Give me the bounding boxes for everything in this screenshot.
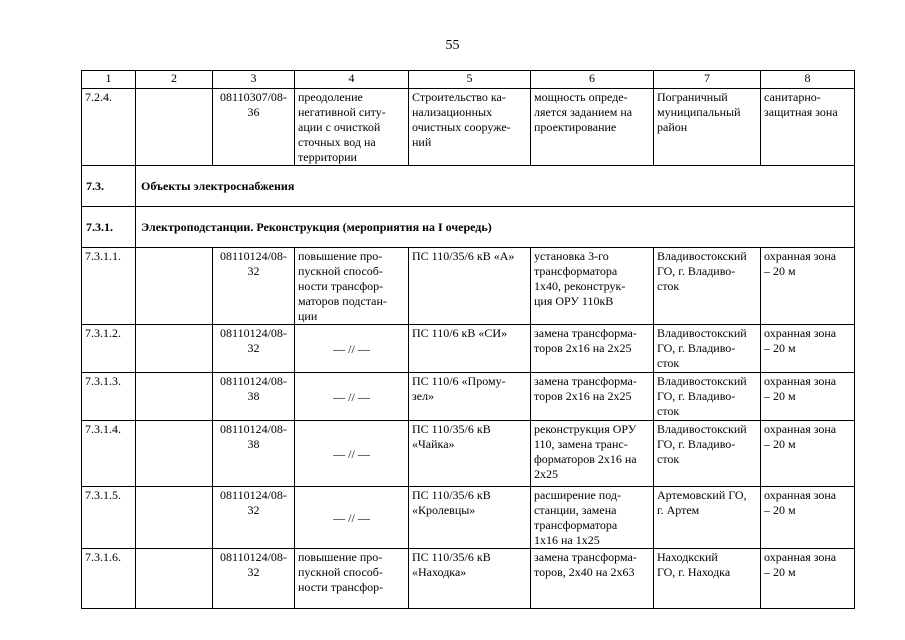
zone	[761, 325, 855, 373]
location-line: Находкский	[657, 550, 718, 564]
characteristics-line: замена трансформа-	[534, 550, 637, 564]
location-line: ГО, г. Владиво-	[657, 437, 736, 451]
object-name-line: ПС 110/35/6 кВ	[412, 422, 491, 436]
row-number: 7.3.1.6.	[82, 549, 136, 609]
characteristics-line: торов 2х16 на 2х25	[534, 341, 632, 355]
zone	[761, 487, 855, 549]
object-name-line: зел»	[412, 389, 435, 403]
object-name-line: ПС 110/35/6 кВ	[412, 550, 491, 564]
object-code-line: 08110124/08-	[220, 550, 287, 564]
purpose-line: преодоление	[298, 90, 363, 104]
table-row	[82, 89, 855, 166]
location	[654, 487, 761, 549]
characteristics-line: замена трансформа-	[534, 326, 637, 340]
purpose-ditto	[295, 421, 409, 487]
purpose-line: ции	[298, 309, 318, 323]
characteristics-line: 2х25	[534, 467, 558, 481]
object-code-line: 36	[247, 105, 260, 119]
cell-col2	[136, 248, 213, 325]
purpose-line: пускной способ-	[298, 565, 383, 579]
zone-line: – 20 м	[764, 389, 796, 403]
object-name-line: Строительство ка-	[412, 90, 506, 104]
table-row	[82, 421, 855, 487]
location-line: Владивостокский	[657, 422, 747, 436]
object-code-line: 38	[247, 389, 260, 403]
characteristics	[531, 487, 654, 549]
table-row	[82, 248, 855, 325]
ditto-mark: — // —	[333, 510, 370, 525]
row-number: 7.2.4.	[82, 89, 136, 166]
characteristics	[531, 421, 654, 487]
characteristics	[531, 325, 654, 373]
column-header: 8	[761, 71, 855, 89]
column-header: 5	[409, 71, 531, 89]
location	[654, 373, 761, 421]
characteristics	[531, 89, 654, 166]
row-number: 7.3.1.3.	[82, 373, 136, 421]
location	[654, 248, 761, 325]
location-line: сток	[657, 404, 680, 418]
column-header: 6	[531, 71, 654, 89]
purpose-line: негативной ситу-	[298, 105, 386, 119]
object-code-line: 08110307/08-	[220, 90, 287, 104]
zone-line: – 20 м	[764, 264, 796, 278]
characteristics	[531, 248, 654, 325]
cell-col2	[136, 325, 213, 373]
section-row	[82, 207, 855, 248]
object-code-line: 32	[247, 341, 260, 355]
zone-line: – 20 м	[764, 565, 796, 579]
object-name-line: очистных сооруже-	[412, 120, 511, 134]
characteristics-line: ция ОРУ 110кВ	[534, 294, 614, 308]
table-row	[82, 325, 855, 373]
zone-line: охранная зона	[764, 326, 837, 340]
cell-col2	[136, 487, 213, 549]
characteristics-line: форматоров 2х16 на	[534, 452, 637, 466]
location	[654, 89, 761, 166]
zone-line: охранная зона	[764, 550, 837, 564]
location-line: ГО, г. Владиво-	[657, 389, 736, 403]
characteristics-line: торов 2х16 на 2х25	[534, 389, 632, 403]
object-code	[213, 373, 295, 421]
location-line: Владивостокский	[657, 249, 747, 263]
object-name	[409, 373, 531, 421]
characteristics-line: торов, 2х40 на 2х63	[534, 565, 635, 579]
object-name-line: ний	[412, 135, 432, 149]
object-name	[409, 325, 531, 373]
table-body	[82, 71, 855, 609]
object-code-line: 08110124/08-	[220, 249, 287, 263]
column-header: 1	[82, 71, 136, 89]
zone	[761, 421, 855, 487]
object-code-line: 08110124/08-	[220, 422, 287, 436]
row-number: 7.3.1.4.	[82, 421, 136, 487]
purpose-line: повышение про-	[298, 550, 383, 564]
location	[654, 421, 761, 487]
purpose-line: ации с очисткой	[298, 120, 381, 134]
object-code-line: 38	[247, 437, 260, 451]
section-number: 7.3.	[82, 166, 136, 207]
section-row	[82, 166, 855, 207]
purpose-ditto	[295, 373, 409, 421]
purpose-line: ности трансфор-	[298, 580, 384, 594]
object-name-line: «Чайка»	[412, 437, 455, 451]
object-code-line: 08110124/08-	[220, 374, 287, 388]
section-title: Объекты электроснабжения	[136, 166, 855, 207]
location-line: сток	[657, 356, 680, 370]
object-code-line: 08110124/08-	[220, 488, 287, 502]
zone-line: охранная зона	[764, 422, 837, 436]
characteristics-line: проектирование	[534, 120, 617, 134]
table-row	[82, 373, 855, 421]
characteristics-line: трансформатора	[534, 264, 618, 278]
ditto-mark: — // —	[333, 446, 370, 461]
location-line: Артемовский ГО,	[657, 488, 747, 502]
object-name-line: ПС 110/6 «Прому-	[412, 374, 506, 388]
location-line: ГО, г. Находка	[657, 565, 731, 579]
row-number: 7.3.1.1.	[82, 248, 136, 325]
ditto-mark: — // —	[333, 389, 370, 404]
characteristics-line: 1х40, реконструк-	[534, 279, 626, 293]
row-number: 7.3.1.2.	[82, 325, 136, 373]
purpose-line: пускной способ-	[298, 264, 383, 278]
object-name	[409, 89, 531, 166]
characteristics-line: ляется заданием на	[534, 105, 633, 119]
zone	[761, 373, 855, 421]
zone-line: – 20 м	[764, 341, 796, 355]
purpose-line: территории	[298, 150, 357, 164]
purpose	[295, 549, 409, 609]
object-name	[409, 549, 531, 609]
characteristics-line: станции, замена	[534, 503, 617, 517]
purpose	[295, 248, 409, 325]
object-code	[213, 325, 295, 373]
table-row	[82, 487, 855, 549]
column-header: 7	[654, 71, 761, 89]
object-name-line: «Находка»	[412, 565, 467, 579]
object-code	[213, 549, 295, 609]
characteristics-line: трансформатора	[534, 518, 618, 532]
object-code	[213, 421, 295, 487]
location-line: г. Артем	[657, 503, 700, 517]
object-code-line: 08110124/08-	[220, 326, 287, 340]
object-name-line: ПС 110/35/6 кВ	[412, 488, 491, 502]
object-name-line: ПС 110/6 кВ «СИ»	[412, 326, 508, 340]
zone	[761, 549, 855, 609]
cell-col2	[136, 549, 213, 609]
object-code	[213, 89, 295, 166]
characteristics	[531, 373, 654, 421]
object-name	[409, 421, 531, 487]
location-line: сток	[657, 279, 680, 293]
location-line: ГО, г. Владиво-	[657, 264, 736, 278]
section-number: 7.3.1.	[82, 207, 136, 248]
purpose-line: маторов подстан-	[298, 294, 387, 308]
section-title: Электроподстанции. Реконструкция (мероприятия на I очередь)	[136, 207, 855, 248]
characteristics-line: реконструкция ОРУ	[534, 422, 637, 436]
characteristics-line: замена трансформа-	[534, 374, 637, 388]
characteristics-line: установка 3-го	[534, 249, 609, 263]
location-line: ГО, г. Владиво-	[657, 341, 736, 355]
table-row	[82, 549, 855, 609]
cell-col2	[136, 421, 213, 487]
column-header: 4	[295, 71, 409, 89]
object-code	[213, 248, 295, 325]
purpose-line: сточных вод на	[298, 135, 376, 149]
location	[654, 549, 761, 609]
purpose-line: ности трансфор-	[298, 279, 384, 293]
location-line: Владивостокский	[657, 326, 747, 340]
zone-line: защитная зона	[764, 105, 838, 119]
characteristics	[531, 549, 654, 609]
zone	[761, 248, 855, 325]
location-line: Пограничный	[657, 90, 728, 104]
location-line: район	[657, 120, 688, 134]
location	[654, 325, 761, 373]
purpose-ditto	[295, 325, 409, 373]
object-code-line: 32	[247, 264, 260, 278]
header-row	[82, 71, 855, 89]
purpose-line: повышение про-	[298, 249, 383, 263]
purpose	[295, 89, 409, 166]
row-number: 7.3.1.5.	[82, 487, 136, 549]
column-header: 3	[213, 71, 295, 89]
object-name	[409, 248, 531, 325]
location-line: Владивостокский	[657, 374, 747, 388]
object-name	[409, 487, 531, 549]
cell-col2	[136, 89, 213, 166]
object-name-line: ПС 110/35/6 кВ «А»	[412, 249, 515, 263]
ditto-mark: — // —	[333, 341, 370, 356]
object-name-line: «Кролевцы»	[412, 503, 476, 517]
characteristics-line: 110, замена транс-	[534, 437, 628, 451]
object-code-line: 32	[247, 503, 260, 517]
location-line: сток	[657, 452, 680, 466]
zone-line: санитарно-	[764, 90, 821, 104]
characteristics-line: 1х16 на 1х25	[534, 533, 600, 547]
data-table	[81, 70, 855, 609]
object-code-line: 32	[247, 565, 260, 579]
zone-line: – 20 м	[764, 437, 796, 451]
characteristics-line: расширение под-	[534, 488, 621, 502]
zone-line: охранная зона	[764, 374, 837, 388]
object-code	[213, 487, 295, 549]
cell-col2	[136, 373, 213, 421]
purpose-ditto	[295, 487, 409, 549]
characteristics-line: мощность опреде-	[534, 90, 628, 104]
zone	[761, 89, 855, 166]
location-line: муниципальный	[657, 105, 741, 119]
object-name-line: нализационных	[412, 105, 493, 119]
column-header: 2	[136, 71, 213, 89]
zone-line: охранная зона	[764, 488, 837, 502]
zone-line: – 20 м	[764, 503, 796, 517]
zone-line: охранная зона	[764, 249, 837, 263]
page-number: 55	[445, 38, 460, 53]
